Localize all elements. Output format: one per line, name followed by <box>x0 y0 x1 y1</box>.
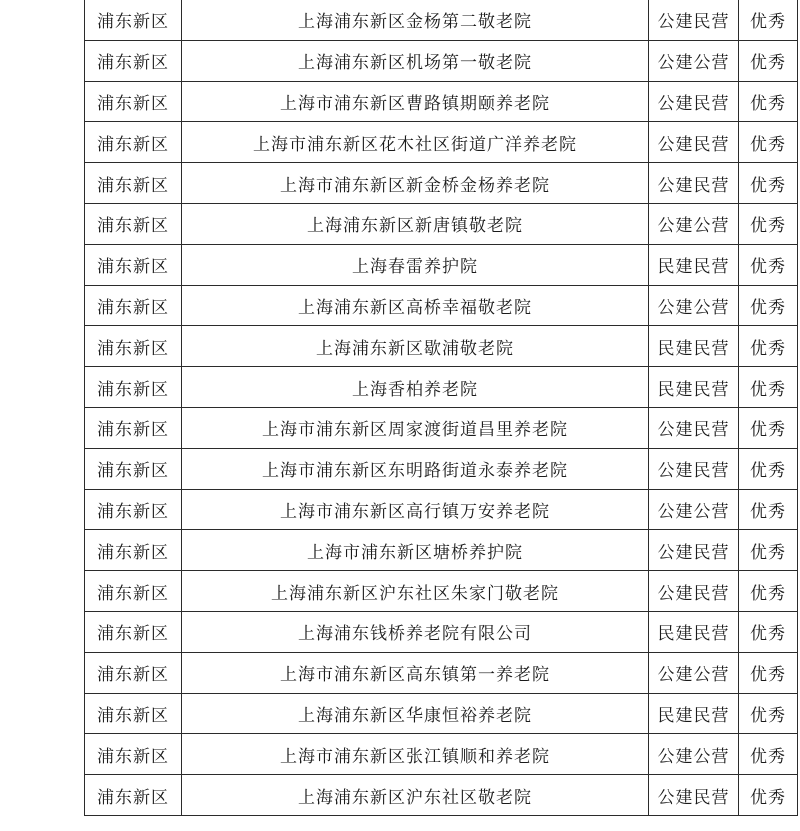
operation-type-cell: 民建民营 <box>649 326 739 367</box>
district-cell: 浦东新区 <box>85 40 182 81</box>
district-cell: 浦东新区 <box>85 203 182 244</box>
operation-type-cell: 公建民营 <box>649 0 739 40</box>
district-cell: 浦东新区 <box>85 571 182 612</box>
rating-cell: 优秀 <box>739 775 798 816</box>
institution-name-cell: 上海香柏养老院 <box>182 367 649 408</box>
institution-name-cell: 上海浦东新区华康恒裕养老院 <box>182 693 649 734</box>
district-cell: 浦东新区 <box>85 611 182 652</box>
institution-name-cell: 上海浦东新区沪东社区敬老院 <box>182 775 649 816</box>
rating-cell: 优秀 <box>739 40 798 81</box>
operation-type-cell: 公建民营 <box>649 163 739 204</box>
rating-cell: 优秀 <box>739 122 798 163</box>
institution-name-cell: 上海市浦东新区张江镇顺和养老院 <box>182 734 649 775</box>
table-row <box>85 571 798 612</box>
institution-name-cell: 上海浦东新区歇浦敬老院 <box>182 326 649 367</box>
district-cell: 浦东新区 <box>85 244 182 285</box>
operation-type-cell: 民建民营 <box>649 611 739 652</box>
operation-type-cell: 公建公营 <box>649 652 739 693</box>
table-row <box>85 693 798 734</box>
institution-name-cell: 上海浦东新区沪东社区朱家门敬老院 <box>182 571 649 612</box>
operation-type-cell: 公建民营 <box>649 571 739 612</box>
institution-name-cell: 上海春雷养护院 <box>182 244 649 285</box>
institution-name-cell: 上海市浦东新区高行镇万安养老院 <box>182 489 649 530</box>
institution-name-cell: 上海浦东新区高桥幸福敬老院 <box>182 285 649 326</box>
table-row <box>85 367 798 408</box>
table-row <box>85 122 798 163</box>
table-row <box>85 203 798 244</box>
table-row <box>85 448 798 489</box>
operation-type-cell: 公建民营 <box>649 775 739 816</box>
operation-type-cell: 民建民营 <box>649 367 739 408</box>
district-cell: 浦东新区 <box>85 285 182 326</box>
rating-cell: 优秀 <box>739 530 798 571</box>
rating-cell: 优秀 <box>739 489 798 530</box>
rating-cell: 优秀 <box>739 734 798 775</box>
district-cell: 浦东新区 <box>85 530 182 571</box>
table-row <box>85 0 798 40</box>
district-cell: 浦东新区 <box>85 693 182 734</box>
institution-name-cell: 上海浦东新区新唐镇敬老院 <box>182 203 649 244</box>
institution-name-cell: 上海市浦东新区塘桥养护院 <box>182 530 649 571</box>
rating-cell: 优秀 <box>739 571 798 612</box>
table-row <box>85 775 798 816</box>
table-row <box>85 285 798 326</box>
district-cell: 浦东新区 <box>85 326 182 367</box>
district-cell: 浦东新区 <box>85 448 182 489</box>
rating-cell: 优秀 <box>739 244 798 285</box>
operation-type-cell: 公建民营 <box>649 407 739 448</box>
table-row <box>85 530 798 571</box>
district-cell: 浦东新区 <box>85 652 182 693</box>
operation-type-cell: 公建公营 <box>649 489 739 530</box>
rating-cell: 优秀 <box>739 407 798 448</box>
district-cell: 浦东新区 <box>85 163 182 204</box>
operation-type-cell: 民建民营 <box>649 244 739 285</box>
table-row <box>85 163 798 204</box>
rating-cell: 优秀 <box>739 611 798 652</box>
district-cell: 浦东新区 <box>85 122 182 163</box>
table-row <box>85 244 798 285</box>
institution-name-cell: 上海市浦东新区花木社区街道广洋养老院 <box>182 122 649 163</box>
operation-type-cell: 公建民营 <box>649 122 739 163</box>
rating-cell: 优秀 <box>739 203 798 244</box>
rating-cell: 优秀 <box>739 326 798 367</box>
operation-type-cell: 公建民营 <box>649 448 739 489</box>
rating-cell: 优秀 <box>739 163 798 204</box>
operation-type-cell: 公建公营 <box>649 203 739 244</box>
rating-cell: 优秀 <box>739 367 798 408</box>
rating-cell: 优秀 <box>739 693 798 734</box>
document-page <box>84 0 786 816</box>
rating-cell: 优秀 <box>739 0 798 40</box>
district-cell: 浦东新区 <box>85 0 182 40</box>
rating-cell: 优秀 <box>739 285 798 326</box>
operation-type-cell: 公建民营 <box>649 81 739 122</box>
table-row <box>85 326 798 367</box>
district-cell: 浦东新区 <box>85 734 182 775</box>
district-cell: 浦东新区 <box>85 775 182 816</box>
table-row <box>85 40 798 81</box>
district-cell: 浦东新区 <box>85 367 182 408</box>
rating-cell: 优秀 <box>739 81 798 122</box>
institution-name-cell: 上海市浦东新区东明路街道永泰养老院 <box>182 448 649 489</box>
institution-name-cell: 上海浦东新区金杨第二敬老院 <box>182 0 649 40</box>
rating-cell: 优秀 <box>739 652 798 693</box>
table-row <box>85 489 798 530</box>
district-cell: 浦东新区 <box>85 407 182 448</box>
eldercare-institution-table <box>84 0 798 816</box>
table-row <box>85 652 798 693</box>
table-row <box>85 81 798 122</box>
operation-type-cell: 公建民营 <box>649 530 739 571</box>
table-row <box>85 407 798 448</box>
district-cell: 浦东新区 <box>85 489 182 530</box>
table-row <box>85 734 798 775</box>
institution-name-cell: 上海浦东钱桥养老院有限公司 <box>182 611 649 652</box>
district-cell: 浦东新区 <box>85 81 182 122</box>
operation-type-cell: 公建公营 <box>649 285 739 326</box>
table-body <box>85 0 798 815</box>
rating-cell: 优秀 <box>739 448 798 489</box>
institution-name-cell: 上海市浦东新区高东镇第一养老院 <box>182 652 649 693</box>
operation-type-cell: 公建公营 <box>649 40 739 81</box>
table-row <box>85 611 798 652</box>
operation-type-cell: 公建公营 <box>649 734 739 775</box>
operation-type-cell: 民建民营 <box>649 693 739 734</box>
institution-name-cell: 上海市浦东新区新金桥金杨养老院 <box>182 163 649 204</box>
institution-name-cell: 上海市浦东新区曹路镇期颐养老院 <box>182 81 649 122</box>
institution-name-cell: 上海市浦东新区周家渡街道昌里养老院 <box>182 407 649 448</box>
institution-name-cell: 上海浦东新区机场第一敬老院 <box>182 40 649 81</box>
